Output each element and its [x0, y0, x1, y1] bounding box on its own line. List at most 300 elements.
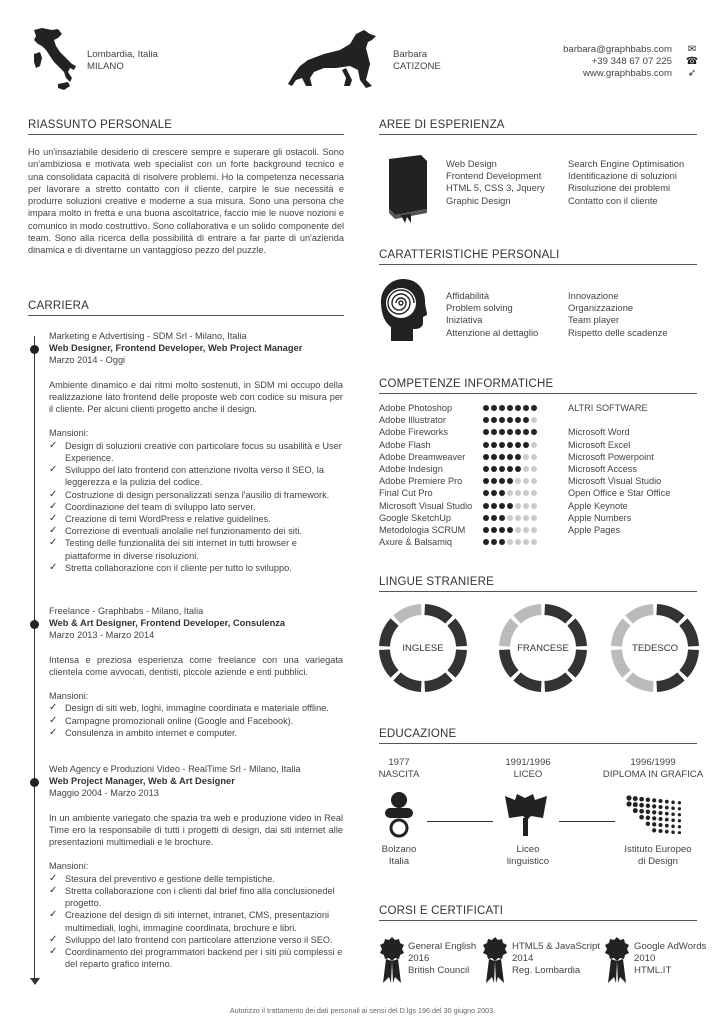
skill-dot — [483, 442, 489, 448]
timeline-dot — [30, 345, 39, 354]
skill-dot — [531, 454, 537, 460]
career-title: CARRIERA — [28, 300, 344, 316]
skill-dot — [531, 478, 537, 484]
pattern-dot — [659, 817, 663, 821]
job-role: Web & Art Designer, Frontend Developer, Consulenza — [49, 618, 286, 629]
task-item: ✓ Testing delle funzionalità dei siti internet in tutti browser e piattaforme in diverse risoluzioni. — [49, 537, 343, 561]
skill-level-dots — [483, 439, 539, 451]
task-item: ✓ Coordinazione del team di sviluppo lato server. — [49, 501, 343, 513]
course-issuer: Reg. Lombardia — [512, 965, 581, 976]
education-connector — [559, 821, 615, 822]
skill-dot — [507, 478, 513, 484]
skill-row — [379, 463, 559, 475]
skill-dot — [507, 417, 513, 423]
skill-dot — [531, 490, 537, 496]
pattern-dot — [646, 810, 650, 814]
job-entry — [49, 330, 343, 574]
experience-item: Search Engine Optimisation — [568, 158, 685, 169]
phone-number: +39 348 67 07 225 — [591, 56, 672, 67]
skill-dot — [523, 527, 529, 533]
skill-dot — [515, 466, 521, 472]
task-item: ✓ Costruzione di design personalizzati senza l'ausilio di framework. — [49, 489, 343, 501]
pattern-dot — [659, 823, 663, 827]
course-year: 2016 — [408, 953, 430, 964]
skill-dot — [483, 405, 489, 411]
software-item: Apple Keynote — [568, 500, 628, 511]
job-description: Ambiente dinamico e dai ritmi molto sostenuti, in SDM mi occupo della realizzazione lato frontend delle proposte web con codice su misura per il cliente. Per alcuni clienti progetto anche il design. — [49, 379, 343, 415]
skill-dot — [491, 417, 497, 423]
skill-dot — [523, 454, 529, 460]
pattern-dot — [665, 806, 669, 810]
skill-dot — [491, 405, 497, 411]
language-ring — [379, 604, 467, 692]
skill-dot — [483, 539, 489, 545]
pattern-dot — [639, 803, 644, 808]
pattern-dot — [633, 808, 638, 813]
skill-dot — [531, 417, 537, 423]
pattern-dot — [646, 816, 650, 820]
education-year: 1996/1999 — [630, 757, 676, 768]
skill-dot — [531, 539, 537, 545]
award-ribbon-icon — [379, 937, 405, 985]
skill-dot — [523, 405, 529, 411]
skill-dot — [507, 503, 513, 509]
skill-dot — [499, 515, 505, 521]
pattern-dot — [652, 816, 656, 820]
other-software-title: ALTRI SOFTWARE — [568, 403, 648, 413]
skill-dot — [515, 454, 521, 460]
skill-dot — [499, 429, 505, 435]
skill-dot — [507, 466, 513, 472]
skill-dot — [515, 478, 521, 484]
pattern-dot — [639, 809, 644, 814]
task-item: ✓ Stretta collaborazione con i clienti dal brief fino alla conclusionedel progetto. — [49, 885, 343, 909]
skill-dot — [507, 490, 513, 496]
skill-dot — [483, 454, 489, 460]
skill-name: Adobe Dreamweaver — [379, 451, 466, 462]
task-item: ✓ Creazione di temi WordPress e relative guidelines. — [49, 513, 343, 525]
experience-item: Risoluzione dei problemi — [568, 182, 671, 194]
skill-dot — [523, 429, 529, 435]
skill-name: Axure & Balsamiq — [379, 537, 453, 548]
experience-item: HTML 5, CSS 3, Jquery — [446, 182, 545, 194]
language-rings — [379, 604, 697, 696]
skill-dot — [523, 503, 529, 509]
skill-dot — [483, 490, 489, 496]
skill-level-dots — [483, 512, 539, 524]
trait-item: Affidabilità — [446, 290, 490, 301]
job-dates: Marzo 2013 - Marzo 2014 — [49, 630, 155, 641]
skill-level-dots — [483, 463, 539, 475]
pattern-dot — [652, 828, 656, 832]
skill-dot — [483, 515, 489, 521]
skill-row — [379, 536, 559, 548]
pattern-dot — [671, 830, 675, 834]
pattern-dot — [678, 807, 681, 810]
job-role: Web Project Manager, Web & Art Designer — [49, 776, 235, 787]
education-year: 1977 — [388, 757, 410, 768]
education-place: di Design — [638, 856, 678, 867]
task-item: ✓ Design di soluzioni creative con particolare focus su usabilità e User Experience. — [49, 440, 343, 464]
send-icon: ➶ — [687, 68, 697, 79]
software-item: Microsoft Visual Studio — [568, 476, 662, 487]
tasks-label: Mansioni: — [49, 428, 89, 439]
software-item: Microsoft Powerpoint — [568, 451, 654, 462]
course-name: HTML5 & JavaScript — [512, 941, 600, 952]
skill-row — [379, 426, 559, 438]
job-description: In un ambiente variegato che spazia tra web e produzione video in Real Time ero la responsabile di tutti i progetti di design, dai siti internet alle presentazioni multimediali e le brochure. — [49, 812, 343, 848]
it-skills-title: COMPETENZE INFORMATICHE — [379, 378, 697, 394]
skill-dot — [515, 442, 521, 448]
education-connector — [427, 821, 493, 822]
skill-dot — [507, 539, 513, 545]
skill-level-dots — [483, 451, 539, 463]
skill-dot — [499, 478, 505, 484]
pattern-dot — [652, 810, 656, 814]
traits-title: CARATTERISTICHE PERSONALI — [379, 249, 697, 265]
skill-dot — [531, 429, 537, 435]
course-issuer: British Council — [408, 965, 470, 976]
education-year: 1991/1996 — [505, 757, 551, 768]
skill-dot — [515, 405, 521, 411]
task-item: ✓ Coordinamento dei programmatori backend per i siti più complessi e del reparto grafico interno. — [49, 946, 343, 970]
trait-item: Organizzazione — [568, 302, 634, 314]
skill-name: Metodologia SCRUM — [379, 524, 466, 535]
education-place: Istituto Europeo — [624, 844, 692, 855]
pattern-dot — [665, 824, 669, 828]
software-item: Apple Numbers — [568, 512, 632, 523]
skill-row — [379, 512, 559, 524]
skill-level-dots — [483, 475, 539, 487]
education-section — [378, 728, 704, 867]
skill-row — [379, 487, 559, 499]
tasks-label: Mansioni: — [49, 861, 89, 872]
skill-dot — [523, 466, 529, 472]
skills-list — [379, 402, 559, 548]
skill-dot — [499, 490, 505, 496]
job-entry — [49, 763, 343, 970]
pattern-dot — [626, 801, 631, 806]
skill-dot — [515, 503, 521, 509]
skill-dot — [523, 478, 529, 484]
skill-name: Adobe Flash — [379, 439, 431, 450]
pattern-dot — [671, 806, 675, 810]
header — [0, 0, 725, 110]
pattern-dot — [652, 822, 656, 826]
education-place: linguistico — [506, 856, 550, 867]
education-place: Bolzano — [381, 844, 417, 855]
software-item: Microsoft Access — [568, 464, 637, 474]
skill-dot — [507, 454, 513, 460]
skill-dot — [515, 539, 521, 545]
pattern-dot — [646, 822, 650, 826]
skill-dot — [515, 417, 521, 423]
skill-dot — [491, 539, 497, 545]
timeline-dot — [30, 778, 39, 787]
education-label: DIPLOMA IN GRAFICA — [602, 769, 704, 780]
footer-consent: Autorizzo il trattamento dei dati personali ai sensi del D.lgs 196 del 30 giugno 2003. — [229, 1006, 496, 1015]
skill-row — [379, 524, 559, 536]
skill-dot — [515, 429, 521, 435]
trait-item: Rispetto delle scadenze — [568, 326, 668, 338]
pacifier-icon — [381, 790, 417, 838]
skill-dot — [483, 429, 489, 435]
skill-dot — [499, 405, 505, 411]
pattern-dot — [678, 831, 681, 834]
job-dates: Maggio 2004 - Marzo 2013 — [49, 788, 159, 799]
courses-title: CORSI E CERTIFICATI — [379, 905, 697, 921]
location-region: Lombardia, Italia — [87, 49, 158, 60]
pattern-dot — [639, 815, 644, 820]
course-year: 2010 — [634, 953, 656, 964]
experience-item: Identificazione di soluzioni — [568, 170, 677, 182]
skill-dot — [531, 503, 537, 509]
skill-dot — [499, 454, 505, 460]
skill-name: Microsoft Visual Studio — [379, 500, 473, 511]
software-item: Open Office e Star Office — [568, 488, 671, 499]
skill-dot — [491, 503, 497, 509]
skill-dot — [491, 466, 497, 472]
trait-item: Innovazione — [568, 290, 619, 301]
pattern-dot — [671, 800, 675, 804]
task-item: ✓ Stesura del preventivo e gestione delle tempistiche. — [49, 873, 343, 885]
skill-dot — [523, 490, 529, 496]
task-item: ✓ Correzione di eventuali anolalie nel funzionamento dei siti. — [49, 525, 343, 537]
trait-item: Iniziativa — [446, 314, 483, 326]
software-item: Microsoft Word — [568, 427, 630, 438]
skill-dot — [523, 442, 529, 448]
skill-level-dots — [483, 500, 539, 512]
pattern-dot — [659, 799, 663, 803]
course-name: General English — [408, 941, 477, 952]
skill-name: Adobe Illustrator — [379, 415, 446, 426]
language-ring — [611, 604, 699, 692]
pattern-dot — [678, 819, 681, 822]
experience-item: Contatto con il cliente — [568, 194, 658, 206]
skill-level-dots — [483, 402, 539, 414]
pattern-dot — [646, 804, 650, 808]
job-entry — [49, 605, 343, 739]
skill-dot — [507, 429, 513, 435]
skill-dot — [491, 429, 497, 435]
languages-title: LINGUE STRANIERE — [379, 576, 697, 592]
skill-row — [379, 475, 559, 487]
skill-dot — [515, 515, 521, 521]
skill-level-dots — [483, 536, 539, 548]
language-name: INGLESE — [402, 642, 444, 654]
skill-dot — [507, 405, 513, 411]
job-description: Intensa e preziosa esperienza come freelance con una variegata clientela come avvocati, dentisti, piccole aziende e enti pubblici. — [49, 654, 343, 677]
language-ring — [499, 604, 587, 692]
job-role: Web Designer, Frontend Developer, Web Project Manager — [49, 343, 303, 354]
pattern-dot — [639, 797, 644, 802]
pattern-dot — [633, 802, 638, 807]
experience-section — [379, 119, 697, 206]
email-link[interactable]: barbara@graphbabs.com — [563, 44, 672, 55]
course-year: 2014 — [512, 953, 534, 964]
pattern-dot — [665, 800, 669, 804]
language-name: TEDESCO — [632, 642, 678, 654]
experience-item: Graphic Design — [446, 194, 511, 206]
pattern-dot — [678, 825, 681, 828]
skill-dot — [515, 490, 521, 496]
skill-name: Adobe Fireworks — [379, 427, 448, 438]
last-name: CATIZONE — [393, 61, 441, 72]
skill-dot — [531, 527, 537, 533]
skill-dot — [483, 466, 489, 472]
job-company: Freelance - Graphbabs - Milano, Italia — [49, 606, 204, 616]
pattern-dot — [652, 804, 656, 808]
education-label: NASCITA — [378, 769, 420, 780]
skill-level-dots — [483, 524, 539, 536]
skill-dot — [491, 478, 497, 484]
skill-dot — [499, 466, 505, 472]
skill-row — [379, 451, 559, 463]
skill-row — [379, 500, 559, 512]
skill-dot — [531, 466, 537, 472]
skill-name: Final Cut Pro — [379, 488, 433, 499]
pattern-dot — [671, 812, 675, 816]
pattern-dot — [671, 818, 675, 822]
skill-dot — [507, 527, 513, 533]
skill-dot — [499, 417, 505, 423]
pattern-dot — [659, 805, 663, 809]
career-section — [28, 300, 344, 316]
skill-dot — [483, 417, 489, 423]
skill-dot — [499, 503, 505, 509]
phone-icon: ☎ — [685, 56, 699, 67]
task-item: ✓ Design di siti web, loghi, immagine coordinata e materiale offline. — [49, 702, 343, 714]
first-name: Barbara — [393, 49, 428, 60]
pattern-dot — [678, 801, 681, 804]
job-dates: Marzo 2014 - Oggi — [49, 355, 126, 366]
skill-dot — [507, 442, 513, 448]
skill-dot — [499, 442, 505, 448]
skill-dot — [491, 527, 497, 533]
skill-name: Adobe Indesign — [379, 463, 443, 474]
pattern-dot — [665, 818, 669, 822]
software-item: Apple Pages — [568, 525, 621, 536]
summary-title: RIASSUNTO PERSONALE — [28, 119, 344, 135]
education-label: LICEO — [513, 769, 543, 780]
panther-logo-icon — [286, 30, 392, 92]
pattern-dot — [659, 829, 663, 833]
skill-dot — [523, 417, 529, 423]
pattern-dot — [671, 824, 675, 828]
pattern-dot — [652, 798, 656, 802]
skill-dot — [531, 515, 537, 521]
task-list — [49, 440, 343, 574]
head-spiral-icon — [379, 277, 429, 343]
task-item: ✓ Creazione del design di siti internet, intranet, CMS, presentazioni multimediali, loghi, immagine coordinata, brochure e libri. — [49, 909, 343, 933]
education-title: EDUCAZIONE — [379, 728, 697, 744]
skill-dot — [499, 527, 505, 533]
career-timeline-line — [34, 336, 35, 980]
skill-dot — [483, 503, 489, 509]
timeline-dot — [30, 620, 39, 629]
it-skills-section — [379, 378, 697, 548]
skill-dot — [523, 539, 529, 545]
pattern-dot — [659, 811, 663, 815]
pattern-dot — [665, 812, 669, 816]
task-item: ✓ Campagne promozionali online (Google and Facebook). — [49, 715, 343, 727]
skill-dot — [491, 442, 497, 448]
task-list — [49, 873, 343, 971]
task-list — [49, 702, 343, 739]
course-issuer: HTML.IT — [634, 965, 672, 976]
task-item: ✓ Consulenza in ambito internet e computer. — [49, 727, 343, 739]
education-place: Italia — [388, 856, 410, 867]
task-item: ✓ Stretta collaborazione con il cliente per tutto lo sviluppo. — [49, 562, 343, 574]
skill-level-dots — [483, 426, 539, 438]
skill-dot — [531, 442, 537, 448]
language-name: FRANCESE — [517, 642, 569, 654]
mail-icon: ✉ — [687, 44, 697, 55]
skill-name: Adobe Photoshop — [379, 403, 453, 413]
skill-row — [379, 402, 559, 414]
education-place: Liceo — [516, 844, 540, 855]
skill-dot — [483, 527, 489, 533]
dot-pattern-icon — [625, 794, 685, 834]
task-item: ✓ Sviluppo del lato frontend con attenzione rivolta verso il SEO, la leggerezza e la pulizia del codice. — [49, 464, 343, 488]
skill-dot — [507, 515, 513, 521]
skill-row — [379, 414, 559, 426]
skill-dot — [523, 515, 529, 521]
traits-section — [379, 249, 697, 338]
pattern-dot — [678, 813, 681, 816]
skill-dot — [491, 515, 497, 521]
skill-dot — [491, 490, 497, 496]
pattern-dot — [646, 798, 650, 802]
skill-row — [379, 439, 559, 451]
award-ribbon-icon — [482, 937, 508, 985]
timeline-arrow-icon — [30, 978, 40, 985]
skill-dot — [483, 478, 489, 484]
trait-item: Team player — [568, 314, 620, 326]
italy-map-icon — [28, 26, 80, 96]
skill-level-dots — [483, 414, 539, 426]
summary-text: Ho un'insaziabile desiderio di crescere sempre e superare gli ostacoli. Sono un'ambiziosa e motivata web specialist con un forte background tecnico e una consolidata capacità di risolvere problemi. Ho la competenza necessaria per lavorare a stretto contatto con il cliente, carpire le sue necessità e produrre soluzioni creative e moderne a sua misura. Sono una persona che impara molto in fretta e una buona ascoltatrice, faccio mie le nuove nozioni e comunico in modo costruttivo. Sono collaborativa e un solido componente del team. Sono alla ricerca della possibilità di entrare a far parte di un'azienda dinamica e di diventarne un vantaggioso pezzo del puzzle. — [28, 147, 344, 256]
location-city: MILANO — [87, 61, 124, 72]
skill-name: Adobe Premiere Pro — [379, 476, 463, 487]
experience-item: Web Design — [446, 158, 497, 169]
pattern-dot — [665, 830, 669, 834]
job-company: Web Agency e Produzioni Video - RealTime Srl - Milano, Italia — [49, 764, 301, 774]
skill-dot — [491, 454, 497, 460]
award-ribbon-icon — [604, 937, 630, 985]
task-item: ✓ Sviluppo del lato frontend con particolare attenzione verso il SEO. — [49, 934, 343, 946]
experience-item: Frontend Development — [446, 170, 542, 182]
skill-name: Google SketchUp — [379, 512, 452, 523]
book-icon — [381, 155, 431, 223]
trait-item: Attenzione al dettaglio — [446, 326, 539, 338]
courses-section — [379, 905, 707, 976]
languages-section — [379, 576, 697, 654]
skill-dot — [531, 405, 537, 411]
experience-title: AREE DI ESPERIENZA — [379, 119, 697, 135]
trait-item: Problem solving — [446, 302, 513, 314]
pattern-dot — [633, 796, 638, 801]
skill-level-dots — [483, 487, 539, 499]
skill-dot — [515, 527, 521, 533]
website-link[interactable]: www.graphbabs.com — [582, 68, 672, 79]
tasks-label: Mansioni: — [49, 691, 89, 702]
skill-dot — [499, 539, 505, 545]
flag-icon — [503, 792, 549, 838]
pattern-dot — [626, 795, 631, 800]
summary-section — [28, 119, 344, 257]
software-item: Microsoft Excel — [568, 439, 631, 450]
